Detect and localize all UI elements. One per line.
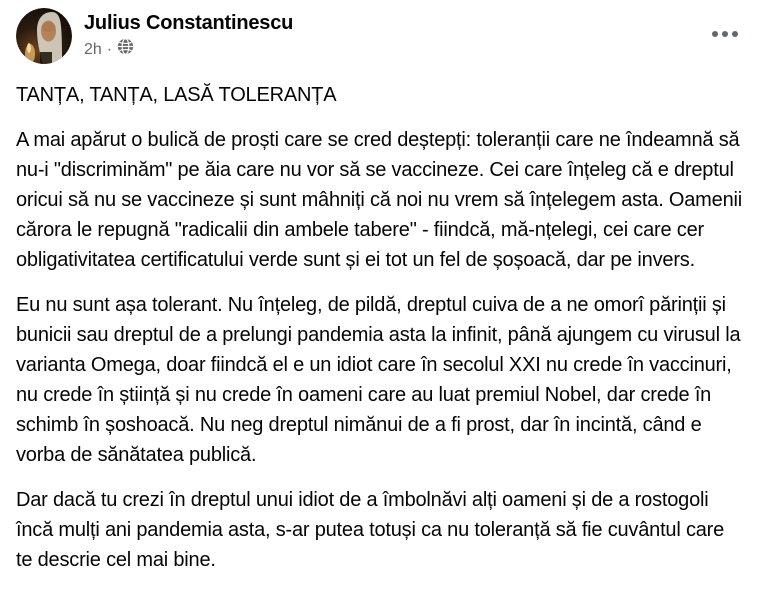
post-title: TANȚA, TANȚA, LASĂ TOLERANȚA xyxy=(16,84,337,106)
ellipsis-icon xyxy=(712,31,718,37)
timestamp[interactable]: 2h xyxy=(84,40,102,58)
avatar-image xyxy=(16,8,72,64)
post-paragraph-3: Dar dacă tu crezi în dreptul unui idiot de a îmbolnăvi alți oameni și de a rostogoli încă mulți ani pandemia asta, s-ar putea totuși ca nu toleranță să fie cuvântul care te descrie cel mai bine. xyxy=(16,489,725,571)
meta-separator: · xyxy=(106,40,113,58)
globe-icon xyxy=(117,38,134,61)
post-meta xyxy=(84,38,743,61)
post-body xyxy=(0,64,759,575)
post-paragraph-1: A mai apărut o bulică de proști care se cred deștepți: toleranții care ne îndeamnă să nu-i "discriminăm" pe ăia care nu vor să se vaccineze. Cei care înțeleg că e dreptul oricui să nu se vaccineze și sunt mâhniți că noi nu vrem să înțelegem asta. Oamenii cărora le repugnă "radicalii din ambele tabere" - fiindcă, mă-nțelegi, cei care cer obligativitatea certificatului verde sunt și ei tot un fel de șoșoacă, dar pe invers. xyxy=(16,129,742,271)
header-text xyxy=(84,8,743,61)
avatar[interactable] xyxy=(16,8,72,64)
author-name[interactable]: Julius Constantinescu xyxy=(84,12,294,34)
post-menu-button[interactable] xyxy=(705,18,745,50)
post-header xyxy=(0,0,759,64)
post-paragraph-2: Eu nu sunt așa tolerant. Nu înțeleg, de pildă, dreptul cuiva de a ne omorî părinții și bunicii sau dreptul de a prelungi pandemia asta la infinit, până ajungem cu virusul la varianta Omega, doar fiindcă el e un idiot care în secolul XXI nu crede în vaccinuri, nu crede în știință și nu crede în oameni care au luat premiul Nobel, dar crede în schimb în șoshoacă. Nu neg dreptul nimănui de a fi prost, dar în incintă, când e vorba de sănătatea publică. xyxy=(16,294,741,466)
